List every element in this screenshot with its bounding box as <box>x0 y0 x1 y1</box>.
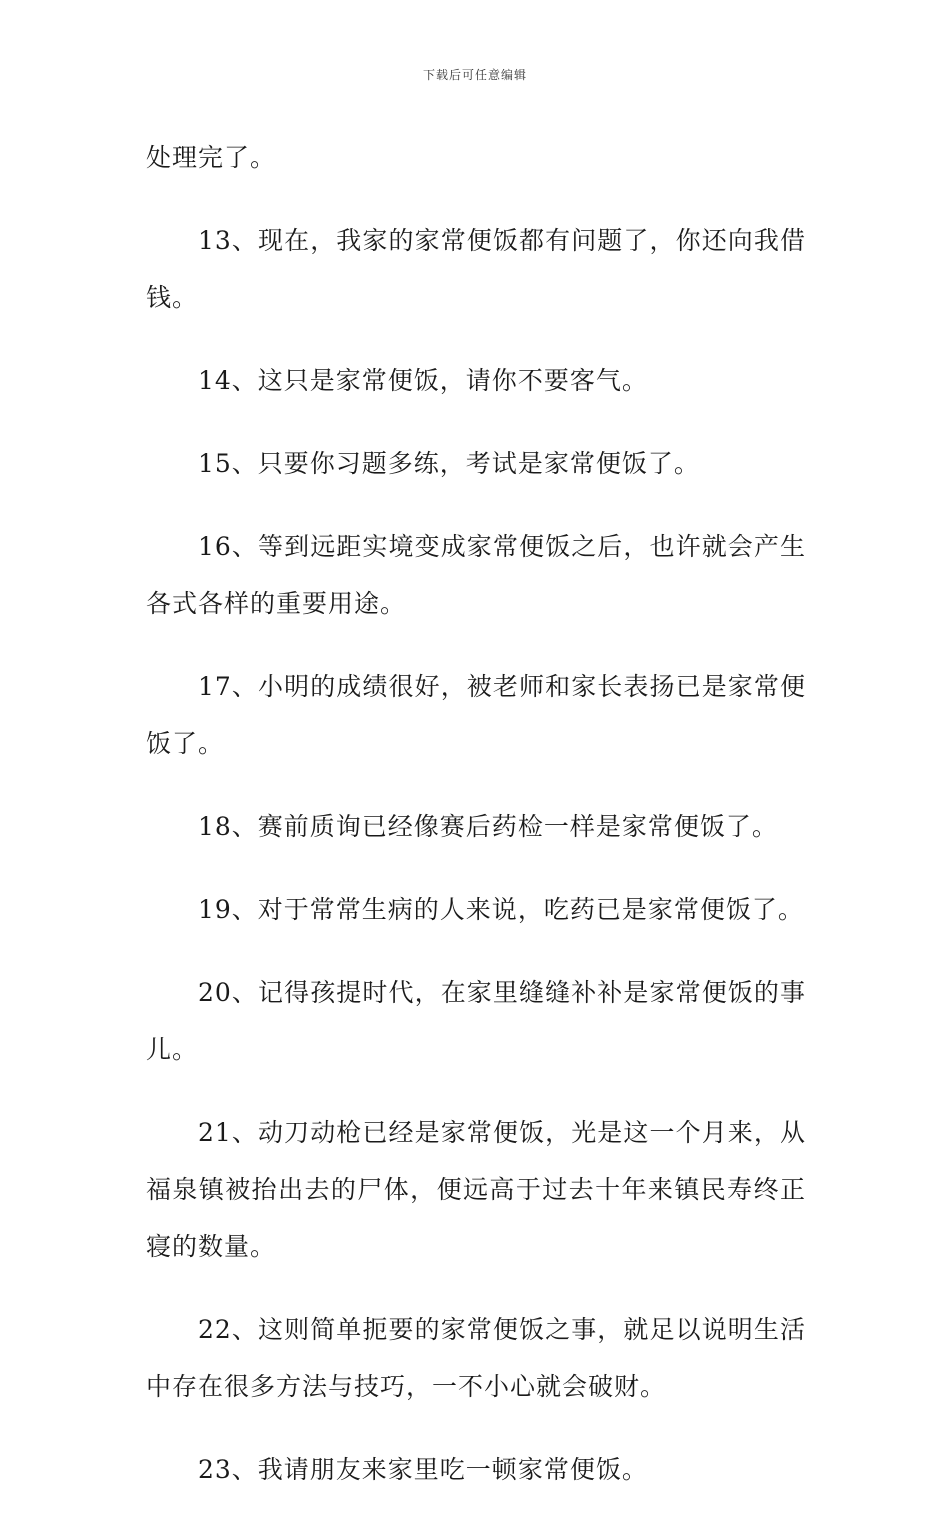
paragraph-item-13: 13、现在，我家的家常便饭都有问题了，你还向我借钱。 <box>146 226 806 312</box>
paragraph-continuation: 处理完了。 <box>146 143 277 172</box>
page-header: 下载后可任意编辑 <box>422 68 527 82</box>
paragraph-item-17: 17、小明的成绩很好，被老师和家长表扬已是家常便饭了。 <box>146 672 806 758</box>
paragraph-item-21: 21、动刀动枪已经是家常便饭，光是这一个月来，从福泉镇被抬出去的尸体，便远高于过去十年来镇民寿终正寝的数量。 <box>146 1118 806 1261</box>
paragraph-item-22: 22、这则简单扼要的家常便饭之事，就足以说明生活中存在很多方法与技巧，一不小心就会破财。 <box>146 1315 806 1401</box>
paragraph-item-18: 18、赛前质询已经像赛后药检一样是家常便饭了。 <box>198 812 778 841</box>
paragraph-item-20: 20、记得孩提时代，在家里缝缝补补是家常便饭的事儿。 <box>146 978 806 1064</box>
document-body <box>146 129 806 1524</box>
paragraph-item-16: 16、等到远距实境变成家常便饭之后，也许就会产生各式各样的重要用途。 <box>146 532 806 618</box>
paragraph-item-19: 19、对于常常生病的人来说，吃药已是家常便饭了。 <box>198 895 804 924</box>
paragraph-item-14: 14、这只是家常便饭，请你不要客气。 <box>198 366 648 395</box>
paragraph-item-15: 15、只要你习题多练，考试是家常便饭了。 <box>198 449 700 478</box>
paragraph-item-23: 23、我请朋友来家里吃一顿家常便饭。 <box>198 1455 648 1484</box>
